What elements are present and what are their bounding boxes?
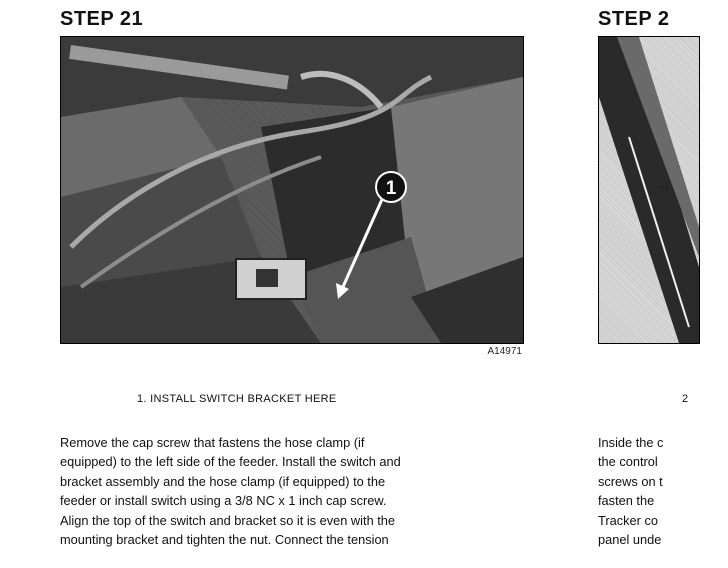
step-21-photo-illustration xyxy=(61,37,523,343)
step-22-body xyxy=(598,433,728,549)
callout-number: 1 xyxy=(385,178,397,199)
step-22-caption: 2 xyxy=(682,393,689,405)
step-22-title: STEP 2 xyxy=(598,8,670,30)
body-line: Remove the cap screw that fastens the hose clamp (if xyxy=(60,435,365,450)
figure-id: A14971 xyxy=(487,346,522,357)
step-21-photo xyxy=(60,36,524,344)
step-21-body xyxy=(60,433,526,549)
body-line: Inside the c xyxy=(598,435,664,450)
body-line: feeder or install switch using a 3/8 NC x 1 inch cap screw. xyxy=(60,493,387,509)
body-line: mounting bracket and tighten the nut. Connect the tension xyxy=(60,532,389,548)
body-line: Tracker co xyxy=(598,512,658,528)
body-line: the control xyxy=(598,454,658,470)
body-line: screws on t xyxy=(598,473,663,489)
step-21-title: STEP 21 xyxy=(60,8,144,30)
body-line: fasten the xyxy=(598,493,655,509)
step-22-photo-illustration xyxy=(599,37,699,343)
body-line: Align the top of the switch and bracket so it is even with the xyxy=(60,512,396,528)
step-21-caption: 1. INSTALL SWITCH BRACKET HERE xyxy=(137,393,337,405)
step-22-photo xyxy=(598,36,700,344)
step-21-column xyxy=(60,0,530,568)
body-line: panel unde xyxy=(598,532,662,548)
body-line: bracket assembly and the hose clamp (if equipped) to the xyxy=(60,473,386,489)
body-line: equipped) to the left side of the feeder. Install the switch and xyxy=(60,454,401,470)
step-22-column xyxy=(598,0,689,568)
